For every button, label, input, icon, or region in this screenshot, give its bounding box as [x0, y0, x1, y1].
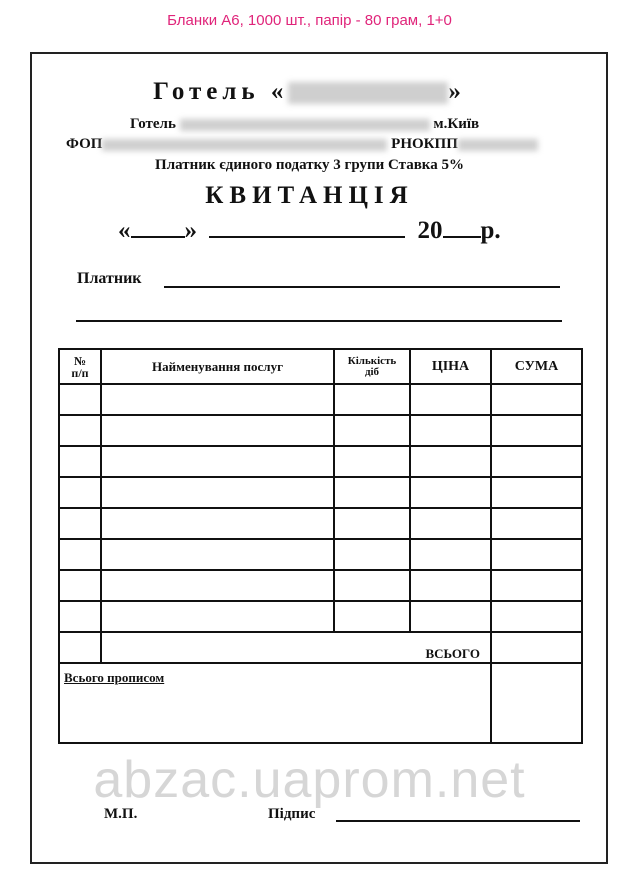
- col-number-line-1: №: [73, 353, 87, 368]
- row-quantity-cell[interactable]: [334, 570, 410, 601]
- row-sum-cell[interactable]: [491, 508, 582, 539]
- row-number-cell[interactable]: [59, 415, 101, 446]
- table-row: [59, 446, 582, 477]
- address-blurred: [180, 119, 430, 131]
- row-quantity-cell[interactable]: [334, 477, 410, 508]
- col-quantity-line-2: діб: [364, 365, 380, 378]
- address-prefix: Готель: [130, 116, 176, 132]
- row-sum-cell[interactable]: [491, 477, 582, 508]
- words-row: [59, 663, 582, 743]
- col-number-line-2: п/п: [71, 365, 89, 380]
- col-header-number: [59, 349, 101, 384]
- address-city: м.Київ: [433, 116, 480, 132]
- date-open-quote: «: [118, 217, 131, 244]
- row-service-cell[interactable]: [101, 508, 334, 539]
- table-row: [59, 415, 582, 446]
- hotel-title: [0, 78, 619, 106]
- fop-line: [66, 136, 538, 153]
- table-header-row: [59, 349, 582, 384]
- row-sum-cell[interactable]: [491, 384, 582, 415]
- day-blank[interactable]: [131, 216, 185, 238]
- rnokpp-label: РНОКПП: [391, 136, 458, 152]
- row-service-cell[interactable]: [101, 446, 334, 477]
- table-row: [59, 477, 582, 508]
- row-price-cell[interactable]: [410, 508, 491, 539]
- services-table: [58, 348, 583, 744]
- row-price-cell[interactable]: [410, 384, 491, 415]
- row-quantity-cell[interactable]: [334, 539, 410, 570]
- col-header-service: Найменування послуг: [101, 349, 334, 384]
- row-price-cell[interactable]: [410, 539, 491, 570]
- col-header-quantity: [334, 349, 410, 384]
- row-price-cell[interactable]: [410, 601, 491, 632]
- row-number-cell[interactable]: [59, 508, 101, 539]
- row-sum-cell[interactable]: [491, 539, 582, 570]
- total-sum-cell[interactable]: [491, 632, 582, 663]
- payer-label: Платник: [77, 270, 142, 287]
- col-quantity-line-1: Кількість: [347, 354, 397, 367]
- row-service-cell[interactable]: [101, 539, 334, 570]
- row-service-cell[interactable]: [101, 415, 334, 446]
- tax-line: Платник єдиного податку 3 групи Ставка 5%: [155, 157, 464, 173]
- row-service-cell[interactable]: [101, 384, 334, 415]
- row-number-cell[interactable]: [59, 601, 101, 632]
- row-service-cell[interactable]: [101, 477, 334, 508]
- rnokpp-blurred: [458, 139, 538, 151]
- payer-field-line-1[interactable]: [164, 286, 560, 288]
- row-number-cell[interactable]: [59, 384, 101, 415]
- address-line: [130, 116, 479, 133]
- row-quantity-cell[interactable]: [334, 415, 410, 446]
- hotel-prefix: Готель «: [153, 78, 289, 105]
- date-close-quote: »: [184, 217, 197, 244]
- row-sum-cell[interactable]: [491, 446, 582, 477]
- row-price-cell[interactable]: [410, 446, 491, 477]
- row-service-cell[interactable]: [101, 601, 334, 632]
- table-row: [59, 570, 582, 601]
- col-header-price: ЦІНА: [410, 349, 491, 384]
- amount-in-words-sum-cell[interactable]: [491, 663, 582, 743]
- watermark: abzac.uaprom.net: [93, 751, 526, 809]
- stamp-label: М.П.: [104, 806, 138, 822]
- year-blank[interactable]: [443, 216, 481, 238]
- total-label: ВСЬОГО: [101, 632, 491, 663]
- row-price-cell[interactable]: [410, 477, 491, 508]
- row-quantity-cell[interactable]: [334, 508, 410, 539]
- total-cell-number: [59, 632, 101, 663]
- payer-field-line-2[interactable]: [76, 320, 562, 322]
- amount-in-words-label: Всього прописом: [59, 663, 491, 743]
- row-quantity-cell[interactable]: [334, 601, 410, 632]
- month-blank[interactable]: [209, 216, 405, 238]
- total-row: [59, 632, 582, 663]
- year-prefix: 20: [417, 217, 443, 244]
- col-header-sum: СУМА: [491, 349, 582, 384]
- row-price-cell[interactable]: [410, 415, 491, 446]
- hotel-name-blurred: [288, 82, 448, 104]
- date-line: [118, 216, 501, 245]
- signature-label: Підпис: [268, 806, 316, 822]
- row-price-cell[interactable]: [410, 570, 491, 601]
- row-number-cell[interactable]: [59, 539, 101, 570]
- fop-name-blurred: [102, 139, 387, 151]
- table-row: [59, 601, 582, 632]
- row-service-cell[interactable]: [101, 570, 334, 601]
- table-row: [59, 539, 582, 570]
- row-quantity-cell[interactable]: [334, 446, 410, 477]
- table-row: [59, 508, 582, 539]
- row-number-cell[interactable]: [59, 477, 101, 508]
- row-quantity-cell[interactable]: [334, 384, 410, 415]
- row-sum-cell[interactable]: [491, 415, 582, 446]
- document-title: КВИТАНЦІЯ: [205, 182, 414, 209]
- signature-line[interactable]: [336, 820, 580, 822]
- row-number-cell[interactable]: [59, 446, 101, 477]
- caption: Бланки А6, 1000 шт., папір - 80 грам, 1+0: [167, 12, 452, 29]
- table-row: [59, 384, 582, 415]
- fop-label: ФОП: [66, 136, 103, 152]
- year-suffix: р.: [480, 217, 501, 244]
- row-sum-cell[interactable]: [491, 601, 582, 632]
- row-sum-cell[interactable]: [491, 570, 582, 601]
- hotel-suffix: »: [448, 78, 466, 105]
- row-number-cell[interactable]: [59, 570, 101, 601]
